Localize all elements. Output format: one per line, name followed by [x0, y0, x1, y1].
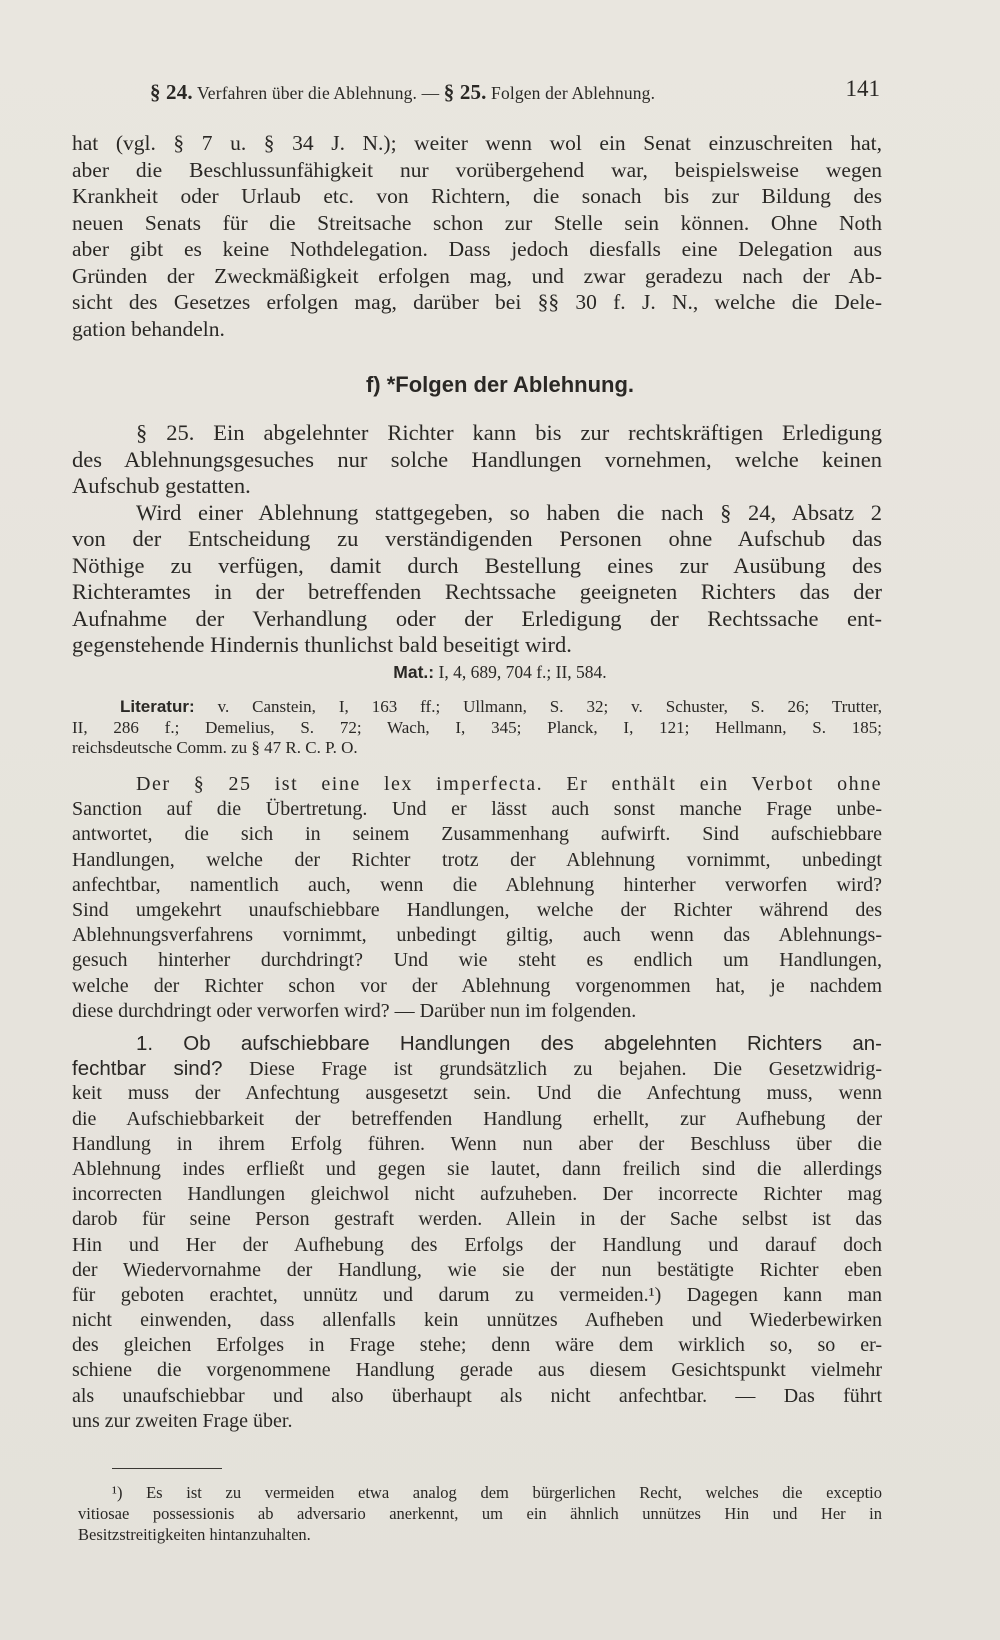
point-1-heading-end: fechtbar sind? [72, 1057, 223, 1081]
text-line: von der Entscheidung zu verständigenden Personen ohne Aufschub das [72, 526, 882, 551]
footnote-divider [112, 1468, 222, 1469]
header-section-24: § 24. [150, 80, 193, 104]
text-line: antwortet, die sich in seinem Zusammenhang aufwirft. Sind aufschiebbare [72, 823, 882, 846]
text-line: II, 286 f.; Demelius, S. 72; Wach, I, 345; Planck, I, 121; Hellmann, S. 185; [72, 717, 882, 737]
header-title [150, 80, 655, 105]
commentary-paragraph [72, 772, 882, 1024]
text-line: darob für seine Person gestraft werden. Allein in der Sache selbst ist das [72, 1208, 882, 1231]
text-line: Der § 25 ist eine lex imperfecta. Er enthält ein Verbot ohne [136, 773, 882, 795]
literature-text: v. Canstein, I, 163 ff.; Ullmann, S. 32; v. Schuster, S. 26; Trutter, [194, 697, 882, 716]
section-heading: f) *Folgen der Ablehnung. [365, 372, 635, 397]
text-line: der Wiedervornahme der Handlung, wie sie der nun bestätigte Richter eben [72, 1258, 882, 1281]
text-line: die Aufschiebbarkeit der betreffenden Handlung erhellt, zur Aufhebung der [72, 1107, 882, 1130]
text-line: Sind umgekehrt unaufschiebbare Handlungen, welche der Richter während des [72, 898, 882, 921]
text-line: gation behandeln. [72, 316, 225, 341]
header-section-25: § 25. [443, 80, 487, 104]
text-line: nicht einwenden, dass allenfalls kein unnützes Aufheben und Wiederbewirken [72, 1309, 882, 1332]
text-line: Richteramtes in der betreffenden Rechtssache geeigneten Richters das der [72, 579, 882, 604]
text-line: Handlungen, welche der Richter trotz der Ablehnung vornimmt, unbedingt [72, 848, 882, 871]
text-line: ¹) Es ist zu vermeiden etwa analog dem bürgerlichen Recht, welches die exceptio [112, 1483, 882, 1502]
text-line: Besitzstreitigkeiten hintanzuhalten. [78, 1525, 311, 1544]
header-title-25: Folgen der Ablehnung. [486, 83, 656, 103]
text-line: diese durchdringt oder verworfen wird? — Darüber nun im folgenden. [72, 999, 637, 1022]
text-line: anfechtbar, namentlich auch, wenn die Ablehnung hinterher verworfen wird? [72, 873, 882, 896]
text-line: Aufnahme der Verhandlung oder der Erledigung der Rechtssache ent- [72, 605, 882, 631]
text-line: als unaufschiebbar und also überhaupt als nicht anfechtbar. — Das führt [72, 1384, 882, 1407]
materials-text: I, 4, 689, 704 f.; II, 584. [434, 662, 607, 682]
text-line: uns zur zweiten Frage über. [72, 1409, 293, 1432]
text-line: aber gibt es keine Nothdelegation. Dass jedoch diesfalls eine Delegation aus [72, 237, 882, 261]
text-line: Wird einer Ablehnung stattgegeben, so haben die nach § 24, Absatz 2 [136, 499, 882, 525]
text-line: vitiosae possessionis ab adversario anerkennt, um ein ähnlich unnützes Hin und Her in [78, 1504, 882, 1523]
materials-reference [0, 662, 1000, 683]
text-line: Ablehnungsverfahrens vornimmt, unbedingt giltig, auch wenn das Ablehnungs- [72, 924, 882, 947]
text-line: neuen Senats für die Streitsache schon zur Stelle sein können. Ohne Noth [72, 210, 882, 235]
literature-label: Literatur: [120, 697, 195, 716]
continuation-paragraph [72, 130, 882, 342]
text-line [72, 1056, 882, 1081]
footnote [78, 1482, 882, 1545]
text-line: incorrecten Handlungen gleichwol nicht aufzuheben. Der incorrecte Richter mag [72, 1183, 882, 1206]
text-line: hat (vgl. § 7 u. § 34 J. N.); weiter wenn wol ein Senat einzuschreiten hat, [72, 131, 882, 155]
running-header [0, 76, 880, 108]
text-line: Aufschub gestatten. [72, 473, 251, 498]
text-line: keit muss der Anfechtung ausgesetzt sein. Und die Anfechtung muss, wenn [72, 1082, 882, 1105]
text-line: Gründen der Zweckmäßigkeit erfolgen mag, und zwar geradezu nach der Ab- [72, 263, 882, 288]
text-line: Hin und Her der Aufhebung des Erfolgs der Handlung und darauf doch [72, 1233, 882, 1256]
text-line: sicht des Gesetzes erfolgen mag, darüber bei §§ 30 f. J. N., welche die Dele- [72, 290, 882, 314]
text-line: Handlung in ihrem Erfolg führen. Wenn nun aber der Beschluss über die [72, 1132, 882, 1155]
materials-label: Mat.: [393, 662, 435, 682]
statute-paragraph-25 [72, 420, 882, 659]
text-line: für geboten erachtet, unnütz und darum zu vermeiden.¹) Dagegen kann man [72, 1283, 882, 1306]
text-line: reichsdeutsche Comm. zu § 47 R. C. P. O. [72, 738, 358, 757]
text-line: des gleichen Erfolges in Frage stehe; denn wäre dem wirklich so, so er- [72, 1334, 882, 1357]
text-line [72, 697, 882, 718]
text-line: gegenstehende Hindernis thunlichst bald beseitigt wird. [72, 632, 572, 657]
text-line: aber die Beschlussunfähigkeit nur vorübergehend war, beispielsweise wegen [72, 157, 882, 182]
point-1-paragraph [72, 1031, 882, 1434]
text-line: schiene die vorgenommene Handlung gerade aus diesem Gesichtspunkt vielmehr [72, 1359, 882, 1382]
header-title-24: Verfahren über die Ablehnung. — [192, 83, 444, 103]
text-line: gesuch hinterher durchdringt? Und wie steht es endlich um Handlungen, [72, 949, 882, 972]
text-line: Ablehnung indes erfließt und gegen sie lautet, dann freilich sind die allerdings [72, 1157, 882, 1180]
text-line: Nöthige zu verfügen, damit durch Bestellung eines zur Ausübung des [72, 552, 882, 578]
text-line: welche der Richter schon vor der Ablehnung vorgenommen hat, je nachdem [72, 974, 882, 997]
page-number: 141 [845, 76, 880, 101]
text-line: § 25. Ein abgelehnter Richter kann bis zur rechtskräftigen Erledigung [136, 420, 882, 445]
text-line: Sanction auf die Übertretung. Und er lässt auch sonst manche Frage unbe- [72, 798, 882, 821]
text-line: des Ablehnungsgesuches nur solche Handlungen vornehmen, welche keinen [72, 446, 882, 472]
point-1-heading: 1. Ob aufschiebbare Handlungen des abgelehnten Richters an- [136, 1032, 882, 1055]
literature-list [72, 697, 882, 759]
text-line: Krankheit oder Urlaub etc. von Richtern, die sonach bis zur Bildung des [72, 184, 882, 208]
point-1-first-rest: Diese Frage ist grundsätzlich zu bejahen. Die Gesetzwidrig- [222, 1058, 883, 1081]
